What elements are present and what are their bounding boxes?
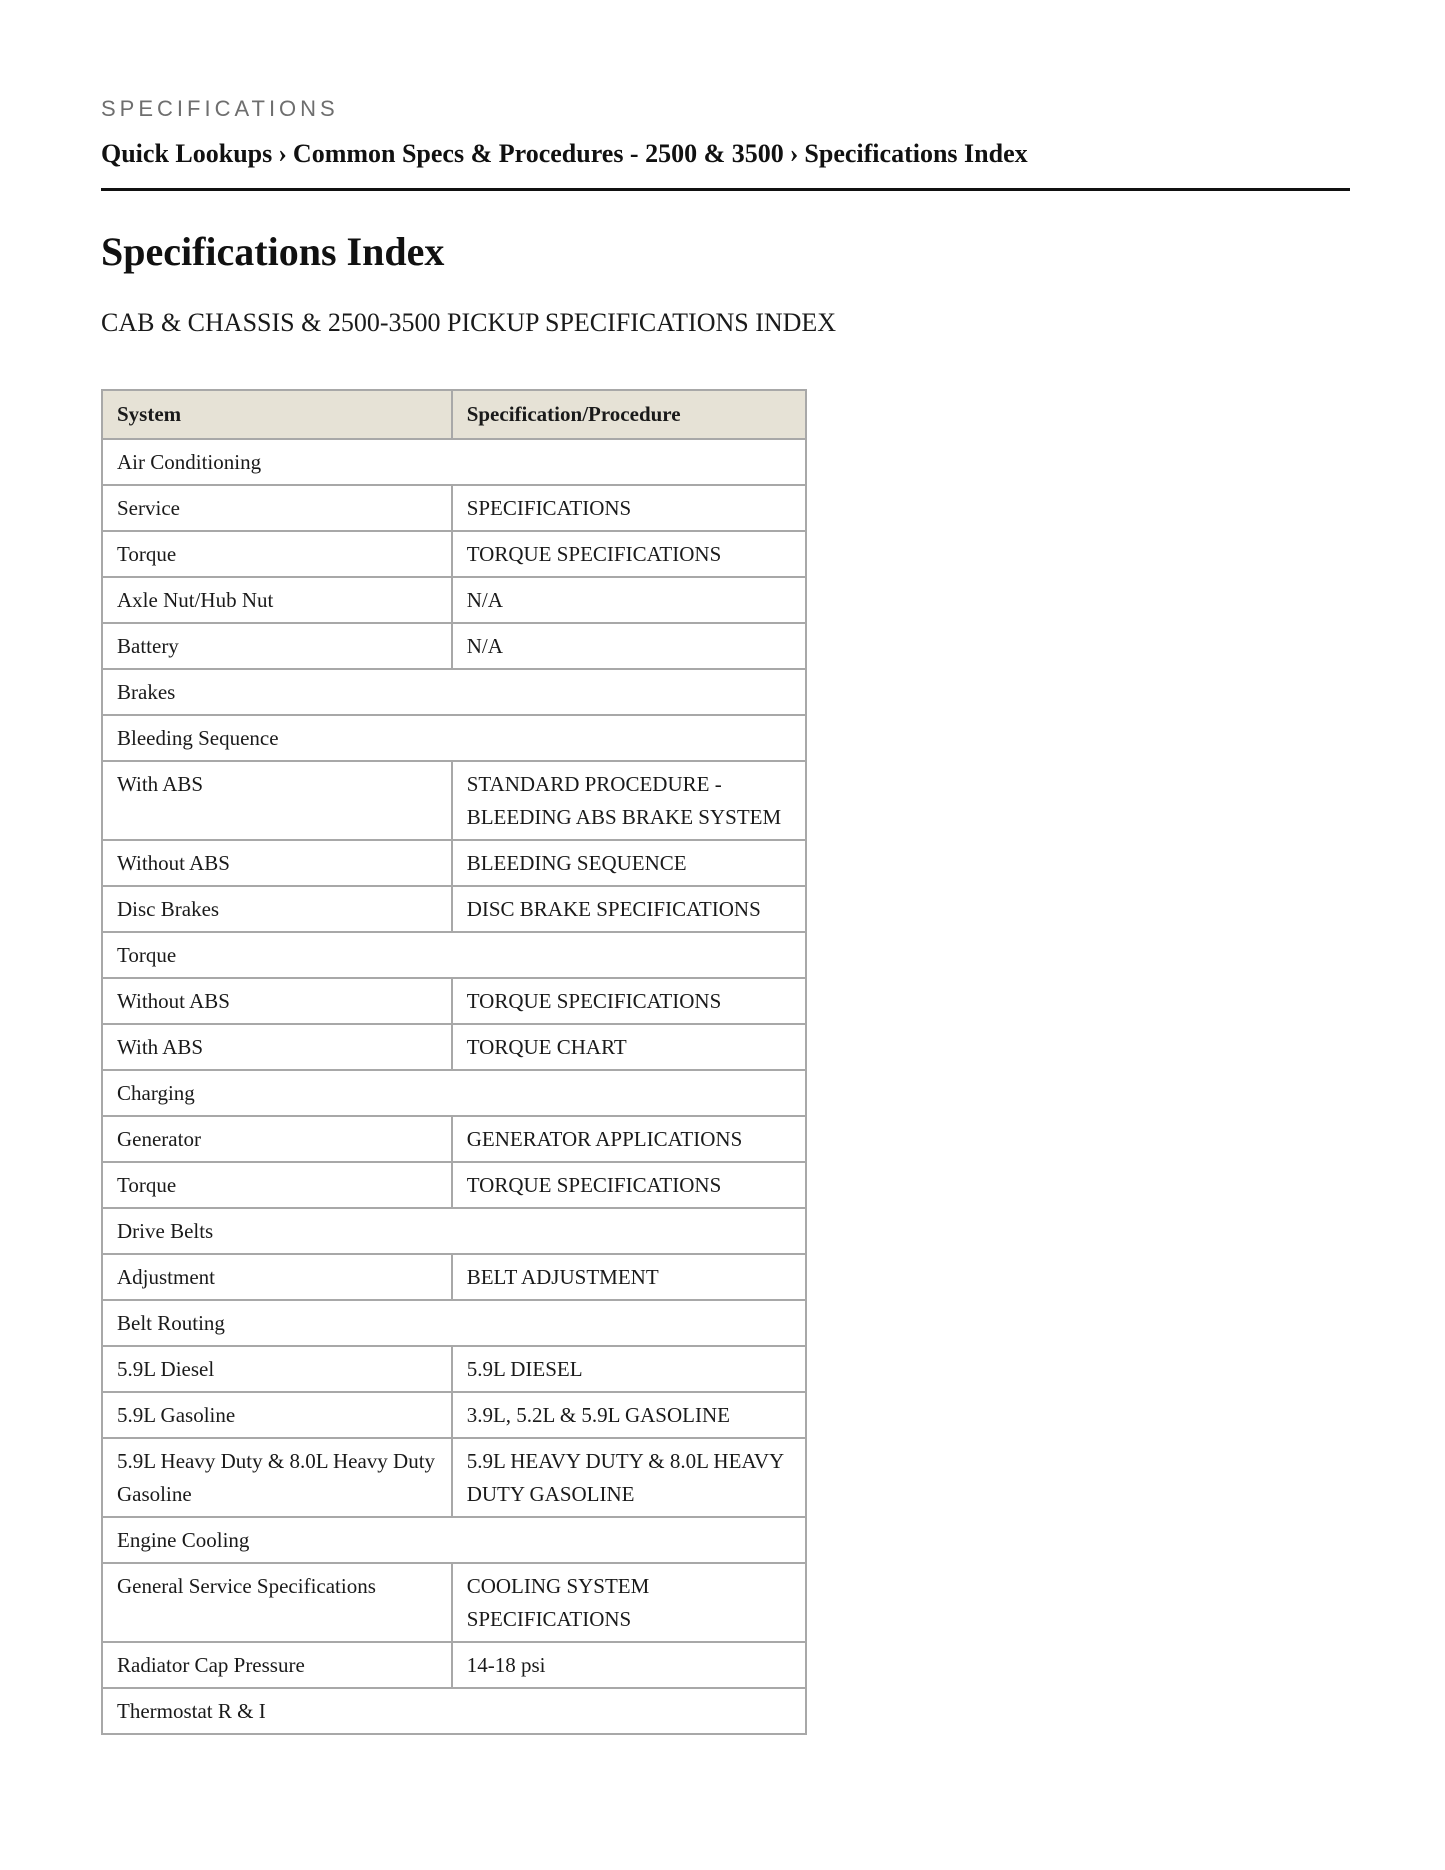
spec-link-cell[interactable]: 5.9L HEAVY DUTY & 8.0L HEAVY DUTY GASOLINE xyxy=(452,1438,806,1517)
system-cell: Torque xyxy=(102,932,806,978)
table-row xyxy=(102,886,806,932)
system-cell: 5.9L Gasoline xyxy=(102,1392,452,1438)
page xyxy=(101,0,1351,1723)
table-row xyxy=(102,1254,806,1300)
specifications-table xyxy=(101,389,807,1735)
breadcrumb-separator: › xyxy=(789,139,799,168)
table-row xyxy=(102,1438,806,1517)
system-cell: 5.9L Heavy Duty & 8.0L Heavy Duty Gasoline xyxy=(102,1438,452,1517)
page-title: Specifications Index xyxy=(101,229,445,274)
table-row xyxy=(102,485,806,531)
page-subtitle: CAB & CHASSIS & 2500-3500 PICKUP SPECIFICATIONS INDEX xyxy=(101,308,837,337)
table-row xyxy=(102,669,806,715)
breadcrumb-item-current: Specifications Index xyxy=(804,139,1028,168)
table-header-row xyxy=(102,390,806,439)
spec-link-cell: 14-18 psi xyxy=(452,1642,806,1688)
table-row xyxy=(102,1208,806,1254)
table-row xyxy=(102,623,806,669)
system-cell: Generator xyxy=(102,1116,452,1162)
spec-link-cell[interactable]: 5.9L DIESEL xyxy=(452,1346,806,1392)
table-row xyxy=(102,1300,806,1346)
system-cell: Without ABS xyxy=(102,840,452,886)
spec-link-cell[interactable]: 3.9L, 5.2L & 5.9L GASOLINE xyxy=(452,1392,806,1438)
column-header-specification: Specification/Procedure xyxy=(452,390,806,439)
spec-link-cell[interactable]: TORQUE SPECIFICATIONS xyxy=(452,1162,806,1208)
table-row xyxy=(102,1563,806,1642)
table-row xyxy=(102,715,806,761)
system-cell: Service xyxy=(102,485,452,531)
spec-link-cell: N/A xyxy=(452,577,806,623)
system-cell: With ABS xyxy=(102,1024,452,1070)
spec-link-cell[interactable]: STANDARD PROCEDURE - BLEEDING ABS BRAKE SYSTEM xyxy=(452,761,806,840)
system-cell: Air Conditioning xyxy=(102,439,806,485)
spec-link-cell[interactable]: SPECIFICATIONS xyxy=(452,485,806,531)
spec-link-cell[interactable]: COOLING SYSTEM SPECIFICATIONS xyxy=(452,1563,806,1642)
system-cell: With ABS xyxy=(102,761,452,840)
table-row xyxy=(102,840,806,886)
table-row xyxy=(102,1162,806,1208)
system-cell: Adjustment xyxy=(102,1254,452,1300)
table-row xyxy=(102,1688,806,1734)
breadcrumb-item-quick-lookups[interactable]: Quick Lookups xyxy=(101,139,273,168)
breadcrumb-separator: › xyxy=(278,139,287,168)
system-cell: Brakes xyxy=(102,669,806,715)
spec-link-cell[interactable]: TORQUE SPECIFICATIONS xyxy=(452,978,806,1024)
system-cell: General Service Specifications xyxy=(102,1563,452,1642)
section-kicker: SPECIFICATIONS xyxy=(101,96,339,121)
spec-link-cell: N/A xyxy=(452,623,806,669)
table-row xyxy=(102,577,806,623)
system-cell: Torque xyxy=(102,531,452,577)
breadcrumb-item-common-specs[interactable]: Common Specs & Procedures - 2500 & 3500 xyxy=(292,139,784,168)
table-row xyxy=(102,761,806,840)
system-cell: Radiator Cap Pressure xyxy=(102,1642,452,1688)
system-cell: Axle Nut/Hub Nut xyxy=(102,577,452,623)
system-cell: Engine Cooling xyxy=(102,1517,806,1563)
spec-link-cell[interactable]: TORQUE SPECIFICATIONS xyxy=(452,531,806,577)
table-row xyxy=(102,1070,806,1116)
table-row xyxy=(102,978,806,1024)
table-row xyxy=(102,1642,806,1688)
table-body xyxy=(102,439,806,1734)
spec-link-cell[interactable]: GENERATOR APPLICATIONS xyxy=(452,1116,806,1162)
system-cell: Belt Routing xyxy=(102,1300,806,1346)
system-cell: Drive Belts xyxy=(102,1208,806,1254)
system-cell: Disc Brakes xyxy=(102,886,452,932)
system-cell: Bleeding Sequence xyxy=(102,715,806,761)
spec-link-cell[interactable]: DISC BRAKE SPECIFICATIONS xyxy=(452,886,806,932)
system-cell: Without ABS xyxy=(102,978,452,1024)
table-row xyxy=(102,1517,806,1563)
table-row xyxy=(102,1116,806,1162)
spec-link-cell[interactable]: BELT ADJUSTMENT xyxy=(452,1254,806,1300)
breadcrumb xyxy=(101,138,1350,191)
system-cell: Charging xyxy=(102,1070,806,1116)
table-row xyxy=(102,531,806,577)
system-cell: Battery xyxy=(102,623,452,669)
table-row xyxy=(102,439,806,485)
system-cell: 5.9L Diesel xyxy=(102,1346,452,1392)
column-header-system: System xyxy=(102,390,452,439)
table-row xyxy=(102,932,806,978)
table-row xyxy=(102,1024,806,1070)
system-cell: Torque xyxy=(102,1162,452,1208)
spec-link-cell[interactable]: BLEEDING SEQUENCE xyxy=(452,840,806,886)
table-row xyxy=(102,1346,806,1392)
spec-link-cell[interactable]: TORQUE CHART xyxy=(452,1024,806,1070)
system-cell: Thermostat R & I xyxy=(102,1688,806,1734)
table-row xyxy=(102,1392,806,1438)
